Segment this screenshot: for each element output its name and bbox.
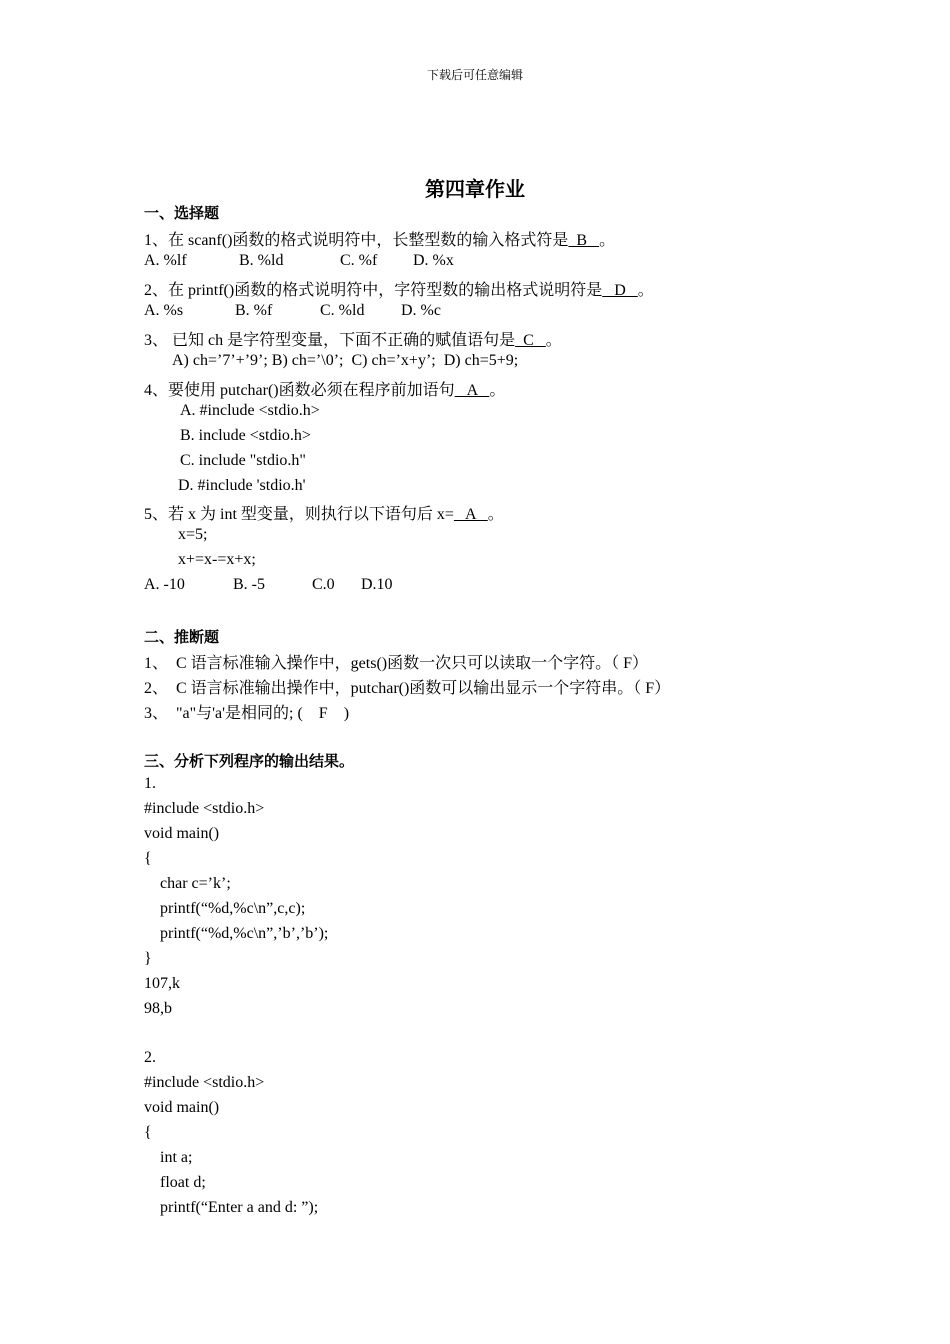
option: B. %f xyxy=(235,302,273,319)
question-text: 3、 已知 ch 是字符型变量，下面不正确的赋值语句是 xyxy=(144,332,516,349)
option: D. %c xyxy=(401,302,441,319)
code-line: x=5; xyxy=(178,526,208,543)
option: C. %f xyxy=(340,252,378,269)
answer-blank: B xyxy=(568,232,600,249)
code-line: char c=’k’; xyxy=(144,875,231,892)
judge-item: 1、 C 语言标准输入操作中，gets()函数一次只可以读取一个字符。（ F） xyxy=(144,655,649,672)
code-line: printf(“%d,%c\n”,’b’,’b’); xyxy=(144,925,329,942)
output-line: 107,k xyxy=(144,975,180,992)
option: B. -5 xyxy=(233,576,265,593)
answer-blank: C xyxy=(515,332,546,349)
question-end: 。 xyxy=(487,506,504,523)
code-line: } xyxy=(144,950,152,967)
code-line: void main() xyxy=(144,1099,220,1116)
code-line: { xyxy=(144,1124,152,1141)
option: C. %ld xyxy=(320,302,365,319)
question-5 xyxy=(144,501,504,524)
code-line: #include <stdio.h> xyxy=(144,1074,265,1091)
code-line: int a; xyxy=(144,1149,193,1166)
option: D.10 xyxy=(361,576,393,593)
question-end: 。 xyxy=(545,332,562,349)
answer-blank: A xyxy=(453,506,488,523)
question-3 xyxy=(144,327,562,350)
code-line: void main() xyxy=(144,825,220,842)
output-line: 98,b xyxy=(144,1000,172,1017)
judge-item: 3、 "a"与'a'是相同的; ( F ) xyxy=(144,705,350,722)
program-number: 1. xyxy=(144,775,156,792)
code-line: float d; xyxy=(144,1174,206,1191)
code-line: printf(“Enter a and d: ”); xyxy=(144,1199,319,1216)
code-line: x+=x-=x+x; xyxy=(178,551,256,568)
option: D. #include 'stdio.h' xyxy=(178,477,306,494)
option: A. %lf xyxy=(144,252,187,269)
code-line: { xyxy=(144,850,152,867)
option: D. %x xyxy=(413,252,454,269)
section-heading-choice: 一、选择题 xyxy=(144,204,220,222)
section-heading-judge: 二、推断题 xyxy=(144,628,220,646)
page-title: 第四章作业 xyxy=(425,177,525,201)
code-line: #include <stdio.h> xyxy=(144,800,265,817)
option: B. %ld xyxy=(239,252,284,269)
question-1 xyxy=(144,227,615,250)
option: C.0 xyxy=(312,576,335,593)
question-end: 。 xyxy=(599,232,616,249)
question-text: 4、要使用 putchar()函数必须在程序前加语句 xyxy=(144,382,455,399)
answer-blank: D xyxy=(602,282,638,299)
option: A. %s xyxy=(144,302,184,319)
answer-blank: A xyxy=(454,382,490,399)
program-number: 2. xyxy=(144,1049,156,1066)
question-text: 1、在 scanf()函数的格式说明符中，长整型数的输入格式符是 xyxy=(144,232,569,249)
page-header: 下载后可任意编辑 xyxy=(426,68,523,82)
option: A. #include <stdio.h> xyxy=(180,402,320,419)
option: B. include <stdio.h> xyxy=(180,427,311,444)
question-2 xyxy=(144,277,654,300)
question-end: 。 xyxy=(637,282,654,299)
section-heading-output: 三、分析下列程序的输出结果。 xyxy=(144,752,355,770)
question-text: 2、在 printf()函数的格式说明符中，字符型数的输出格式说明符是 xyxy=(144,282,603,299)
code-line: printf(“%d,%c\n”,c,c); xyxy=(144,900,306,917)
question-text: 5、若 x 为 int 型变量，则执行以下语句后 x= xyxy=(144,506,454,523)
judge-item: 2、 C 语言标准输出操作中，putchar()函数可以输出显示一个字符串。（ F） xyxy=(144,680,671,697)
question-4 xyxy=(144,377,505,400)
option: A. -10 xyxy=(144,576,185,593)
option: C. include "stdio.h" xyxy=(180,452,306,469)
question-end: 。 xyxy=(489,382,506,399)
option-line: A) ch=’7’+’9’; B) ch=’\0’; C) ch=’x+y’; D) ch=5+9; xyxy=(172,352,519,369)
